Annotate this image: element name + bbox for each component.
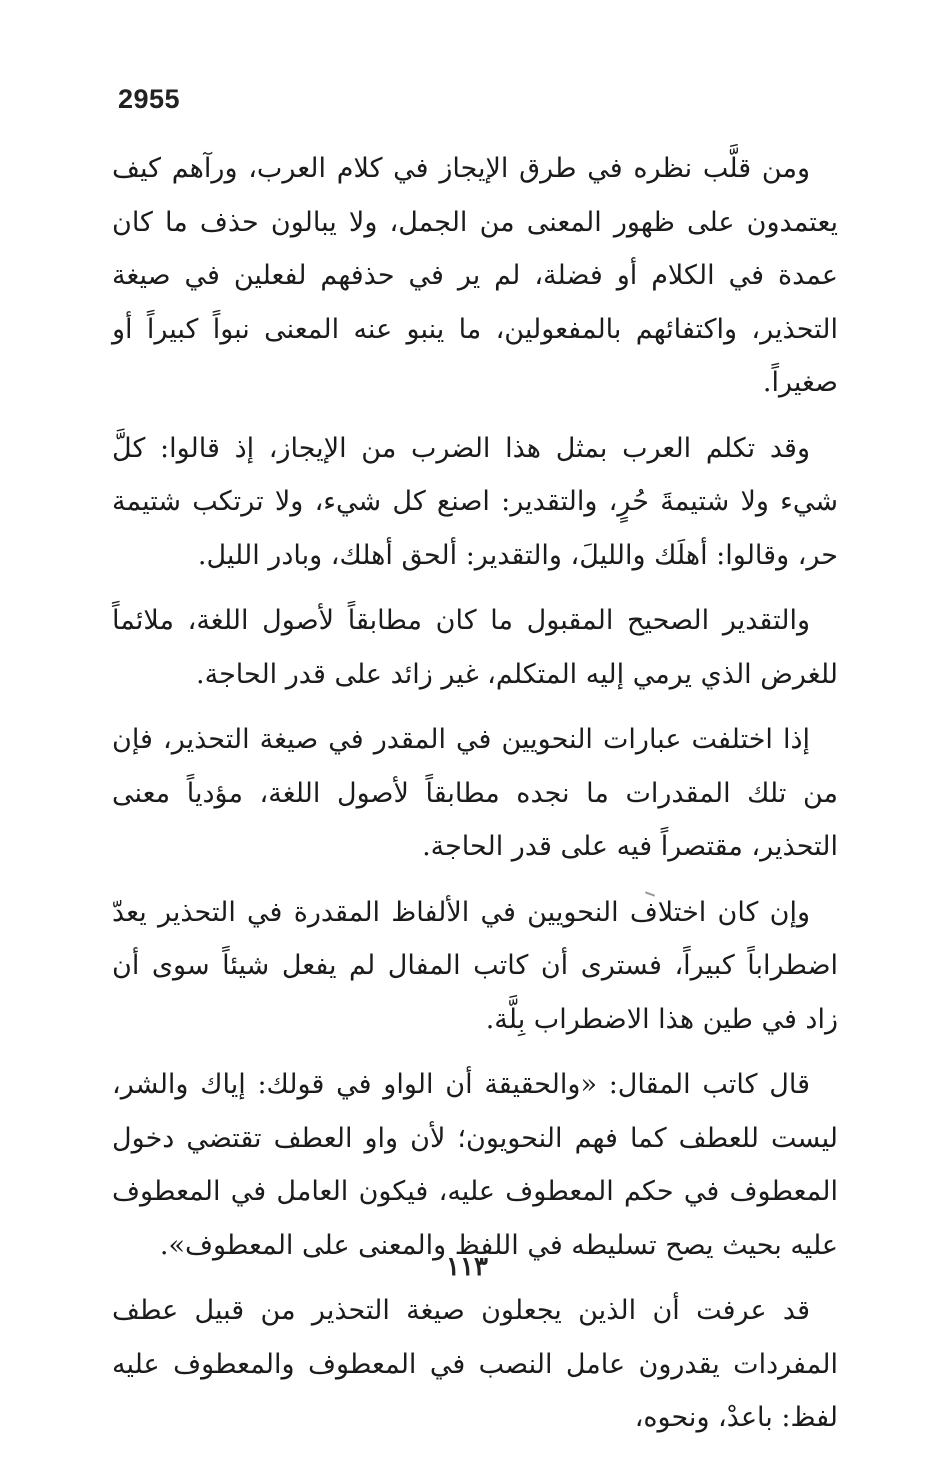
paragraph-5: وإن كان اختلاف النحويين في الألفاظ المقدرة في التحذير يعدّ اضطراباً كبيراً، فسترى أن كاتب المفال لم يفعل شيئاً سوى أن زاد في طين هذا الاضطراب بِلَّة.: [112, 896, 838, 1035]
paragraph-3: والتقدير الصحيح المقبول ما كان مطابقاً لأصول اللغة، ملائماً للغرض الذي يرمي إليه المتكلم، غير زائد على قدر الحاجة.: [112, 605, 838, 690]
page-footer-number: ١١٣: [446, 1252, 488, 1282]
paragraph-7: قد عرفت أن الذين يجعلون صيغة التحذير من قبيل عطف المفردات يقدرون عامل النصب في المعطوف والمعطوف عليه لفظ: باعدْ، ونحوه،: [112, 1295, 838, 1433]
page-header-number: 2955: [118, 84, 181, 114]
paragraph-2: وقد تكلم العرب بمثل هذا الضرب من الإيجاز، إذ قالوا: كلَّ شيء ولا شتيمةَ حُرٍ، والتقدير: اصنع كل شيء، ولا ترتكب شتيمة حر، وقالوا: أهلَك والليلَ، والتقدير: ألحق أهلك، وبادر الليل.: [112, 432, 838, 571]
paragraph-4: إذا اختلفت عبارات النحويين في المقدر في صيغة التحذير، فإن من تلك المقدرات ما نجده مطابقاً لأصول اللغة، مؤدياً معنى التحذير، مقتصراً فيه على قدر الحاجة.: [112, 724, 838, 862]
paragraph-6: قال كاتب المقال: «والحقيقة أن الواو في قولك: إياك والشر، ليست للعطف كما فهم النحويون؛ لأن واو العطف تقتضي دخول المعطوف في حكم المعطوف عليه، فيكون العامل في المعطوف عليه بحيث يصح تسليطه في اللفظ والمعنى على المعطوف».: [112, 1069, 838, 1261]
paragraph-1: ومن قلَّب نظره في طرق الإيجاز في كلام العرب، ورآهم كيف يعتمدون على ظهور المعنى من الجمل، ولا يبالون حذف ما كان عمدة في الكلام أو فضلة، لم ير في حذفهم لفعلين في صيغة التحذير، واكتفائهم بالمفعولين، ما ينبو عنه المعنى نبواً كبيراً أو صغيراً.: [112, 153, 838, 398]
